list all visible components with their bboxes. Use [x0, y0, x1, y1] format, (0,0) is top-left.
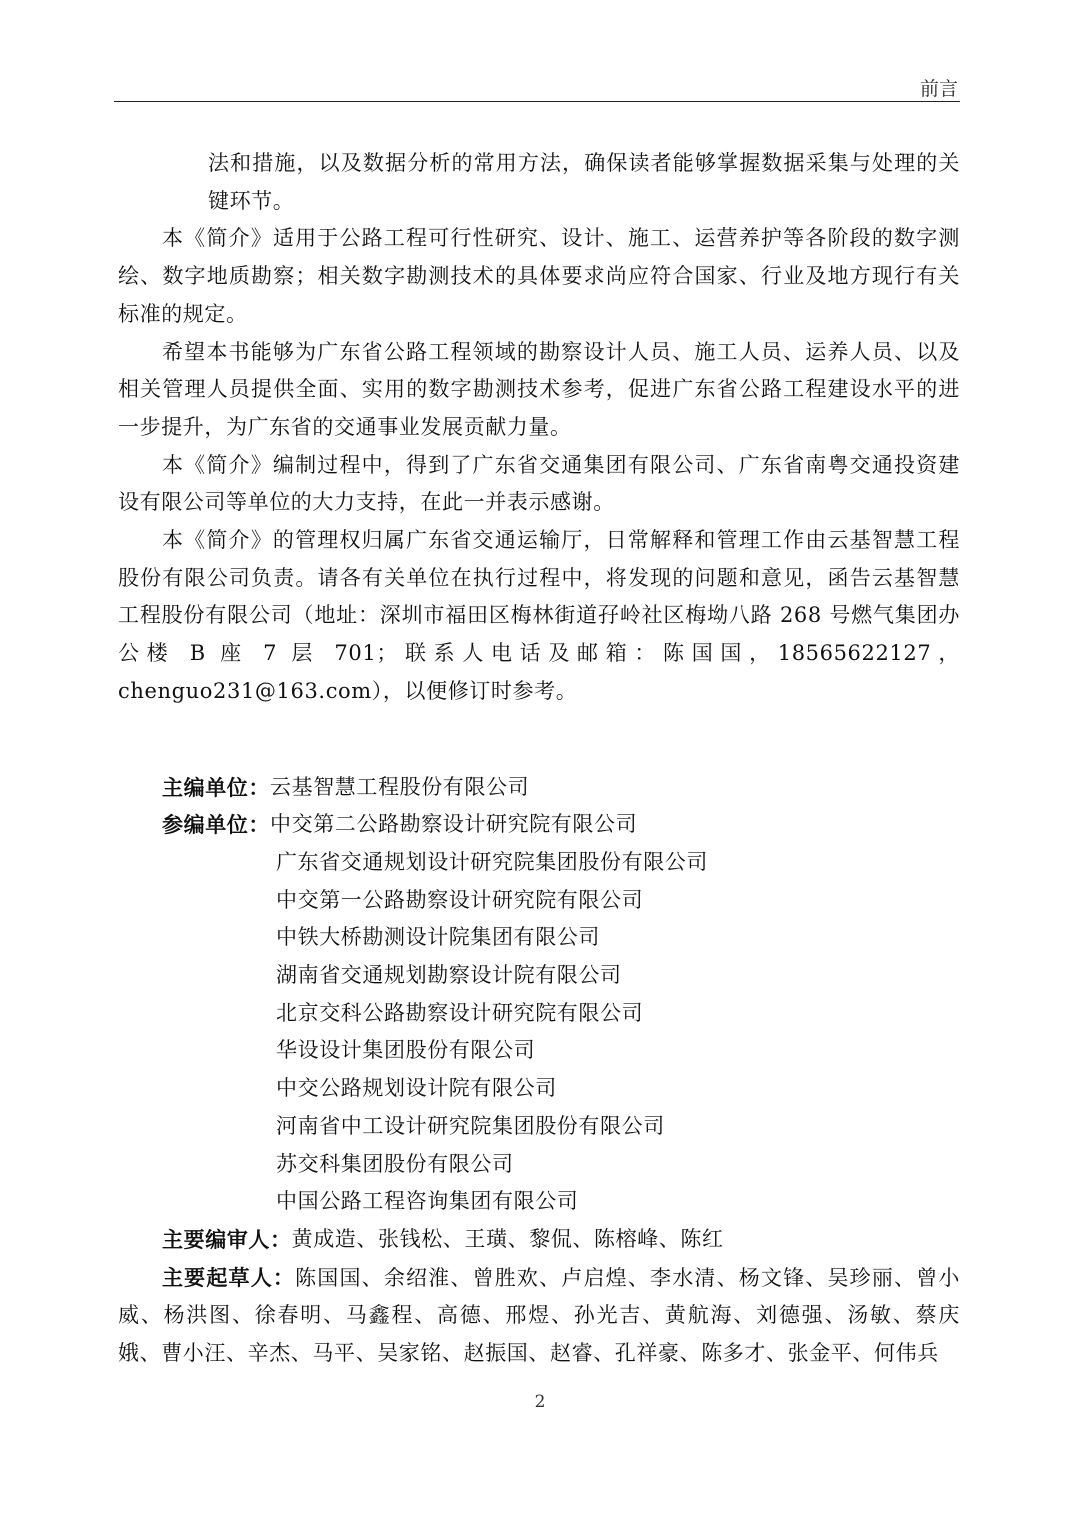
participating-unit: 北京交科公路勘察设计研究院有限公司: [276, 1000, 644, 1025]
participating-unit: 中交第一公路勘察设计研究院有限公司: [276, 887, 644, 912]
paragraph-purpose: 希望本书能够为广东省公路工程领域的勘察设计人员、施工人员、运养人员、以及相关管理人员提供全面、实用的数字勘测技术参考，促进广东省公路工程建设水平的进一步提升，为广东省的交通事业发展贡献力量。: [118, 339, 960, 439]
participating-unit: 湖南省交通规划勘察设计院有限公司: [276, 963, 622, 988]
reviewers-row: [118, 1221, 960, 1259]
participating-unit: 河南省中工设计研究院集团股份有限公司: [276, 1113, 665, 1138]
drafters-paragraph: [118, 1259, 960, 1373]
chief-unit-label: 主编单位：: [162, 774, 270, 800]
paragraph-scope: 本《简介》适用于公路工程可行性研究、设计、施工、运营养护等各阶段的数字测绘、数字地质勘察；相关数字勘测技术的具体要求尚应符合国家、行业及地方现行有关标准的规定。: [118, 226, 960, 326]
page-body: [118, 145, 960, 1373]
page-number: 2: [534, 1392, 546, 1412]
participating-unit: 中铁大桥勘测设计院集团有限公司: [276, 925, 600, 950]
section-gap: [118, 711, 960, 769]
paragraph-management: 本《简介》的管理权归属广东省交通运输厅，日常解释和管理工作由云基智慧工程股份有限公司负责。请各有关单位在执行过程中，将发现的问题和意见，函告云基智慧工程股份有限公司（地址：深圳市福田区梅林街道孖岭社区梅坳八路 268 号燃气集团办公楼 B 座 7 层 701；联系人电话及邮箱：陈国国，18565622127，chenguo231@163.com），以便修订时参考。: [118, 528, 960, 703]
chief-unit-row: [118, 769, 960, 807]
paragraph-continuation: 法和措施，以及数据分析的常用方法，确保读者能够掌握数据采集与处理的关键环节。: [208, 151, 960, 213]
participating-unit: 华设设计集团股份有限公司: [276, 1038, 536, 1063]
header-section-label: 前言: [919, 78, 958, 100]
reviewers-names: 黄成造、张钱松、王璜、黎侃、陈榕峰、陈红: [291, 1226, 724, 1251]
participating-unit: 苏交科集团股份有限公司: [276, 1151, 514, 1176]
reviewers-label: 主要编审人：: [162, 1226, 292, 1252]
participating-units-row: [118, 806, 960, 844]
participating-unit: 中交公路规划设计院有限公司: [276, 1076, 557, 1101]
participating-unit: 中国公路工程咨询集团有限公司: [276, 1189, 579, 1214]
drafters-label: 主要起草人：: [162, 1264, 296, 1290]
participating-unit: 中交第二公路勘察设计研究院有限公司: [270, 812, 638, 837]
participating-units-list: [118, 844, 960, 1221]
drafters-names: 陈国国、余绍淮、曾胜欢、卢启煌、李水清、杨文锋、吴珍丽、曾小威、杨洪图、徐春明、马鑫程、高德、邢煜、孙光吉、黄航海、刘德强、汤敏、蔡庆娥、曹小汪、辛杰、马平、吴家铭、赵振国、赵睿、孔祥豪、陈多才、张金平、何伟兵: [118, 1265, 961, 1366]
participating-units-label: 参编单位：: [162, 812, 270, 838]
paragraph-acknowledgement: 本《简介》编制过程中，得到了广东省交通集团有限公司、广东省南粤交通投资建设有限公司等单位的大力支持，在此一并表示感谢。: [118, 452, 960, 515]
chief-unit-name: 云基智慧工程股份有限公司: [270, 774, 530, 799]
participating-unit: 广东省交通规划设计研究院集团股份有限公司: [276, 849, 708, 874]
header-rule: [114, 101, 960, 102]
